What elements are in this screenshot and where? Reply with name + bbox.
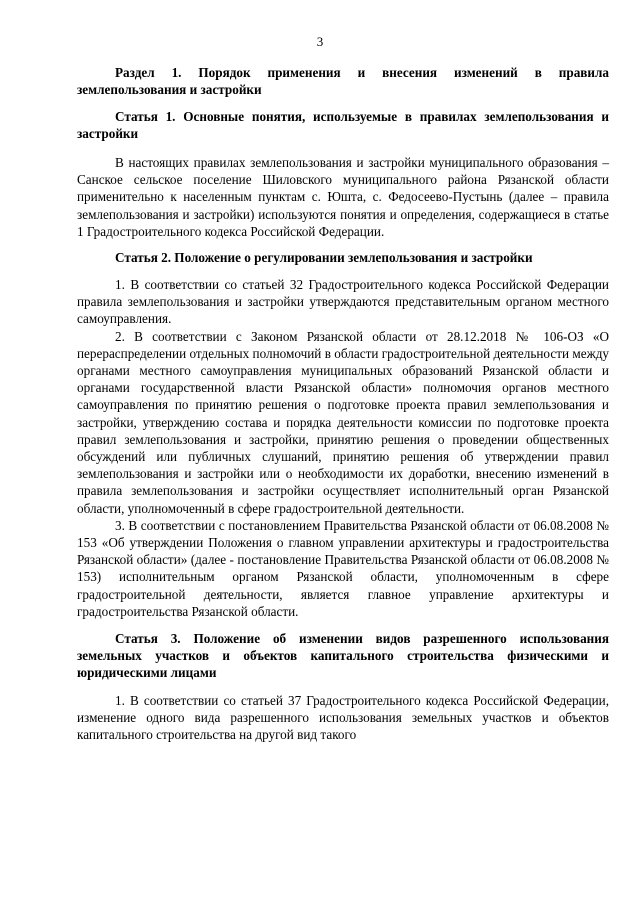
document-body [77, 58, 609, 744]
section-title: Раздел 1. Порядок применения и внесения изменений в правила землепользования и застройки [77, 65, 609, 97]
article-1-title: Статья 1. Основные понятия, используемые в правилах землепользования и застройки [77, 109, 609, 141]
article-2-paragraph-2: 2. В соответствии с Законом Рязанской области от 28.12.2018 № 106-ОЗ «О перераспределении отдельных полномочий в области градостроительной деятельности между органами местного самоуправления муниципальных образований Рязанской области и органами государственной власти Рязанской области» полномочия органов местного самоуправления по принятию решения о подготовке проекта правил землепользования и застройки, утверждению состава и порядка деятельности комиссии по подготовке проекта правил землепользования и застройки, принятию решения о проведении общественных обсуждений или публичных слушаний, принятию решения об утверждении правил землепользования и застройки или о необходимости их доработки, внесению изменений в правила землепользования и застройки осуществляет исполнительный орган Рязанской области, уполномоченный в сфере градостроительной деятельности. [77, 328, 609, 516]
article-3-title: Статья 3. Положение об изменении видов разрешенного использования земельных участков и объектов капитального строительства физическими и юридическими лицами [77, 631, 609, 681]
page-number: 3 [316, 34, 324, 49]
article-1-paragraph-1: В настоящих правилах землепользования и застройки муниципального образования – Санское сельское поселение Шиловского муниципального района Рязанской области применительно к населенным пунктам с. Юшта, с. Федосеево-Пустынь (далее – правила землепользования и застройки) используются понятия и определения, содержащиеся в статье 1 Градостроительного кодекса Российской Федерации. [77, 155, 609, 239]
article-2-title: Статья 2. Положение о регулировании землепользования и застройки [115, 250, 533, 266]
article-3-paragraph-1: 1. В соответствии со статьей 37 Градостроительного кодекса Российской Федерации, изменение одного вида разрешенного использования земельных участков и объектов капитального строительства на другой вид такого [77, 693, 609, 743]
article-2-paragraph-3: 3. В соответствии с постановлением Правительства Рязанской области от 06.08.2008 № 153 «Об утверждении Положения о главном управлении архитектуры и градостроительства Рязанской области» (далее - постановление Правительства Рязанской области от 06.08.2008 № 153) исполнительным органом Рязанской области, уполномоченным в сфере градостроительной деятельности, является главное управление архитектуры и градостроительства Рязанской области. [77, 517, 609, 619]
article-2-paragraph-1: 1. В соответствии со статьей 32 Градостроительного кодекса Российской Федерации правила землепользования и застройки утверждаются представительным органом местного самоуправления. [77, 277, 609, 327]
